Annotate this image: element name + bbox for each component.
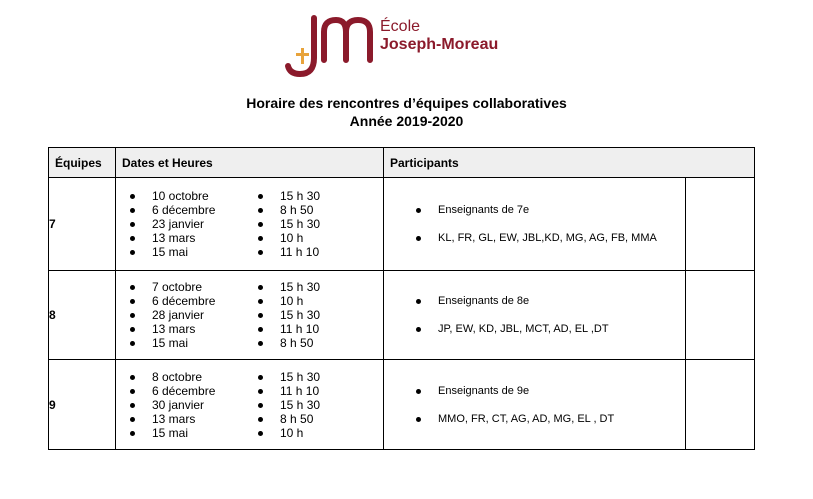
table-row: [49, 178, 755, 271]
table-header-row: [49, 148, 755, 178]
header-dates-heures: Dates et Heures: [116, 148, 384, 178]
team-number: 8: [49, 271, 116, 360]
times-list: [256, 280, 352, 350]
team-number: 7: [49, 178, 116, 271]
participants-cell: [384, 178, 686, 271]
table-row: [49, 271, 755, 360]
list-item: 15 h 30: [256, 370, 352, 384]
dates-list: [128, 189, 256, 259]
list-item: 15 h 30: [256, 398, 352, 412]
participants-initials: KL, FR, GL, EW, JBL,KD, MG, AG, FB, MMA: [414, 231, 685, 245]
list-item: 13 mars: [128, 231, 256, 245]
empty-cell: [686, 360, 755, 450]
participants-initials: MMO, FR, CT, AG, AD, MG, EL , DT: [414, 412, 685, 426]
empty-cell: [686, 271, 755, 360]
list-item: 11 h 10: [256, 384, 352, 398]
list-item: 10 octobre: [128, 189, 256, 203]
times-list: [256, 370, 352, 440]
list-item: 13 mars: [128, 412, 256, 426]
list-item: 15 h 30: [256, 308, 352, 322]
participants-group: Enseignants de 7e: [414, 203, 685, 217]
participants-group: Enseignants de 9e: [414, 384, 685, 398]
list-item: 13 mars: [128, 322, 256, 336]
list-item: 11 h 10: [256, 245, 352, 259]
list-item: 15 h 30: [256, 189, 352, 203]
list-item: 15 h 30: [256, 217, 352, 231]
list-item: 6 décembre: [128, 203, 256, 217]
jm-monogram-icon: [284, 14, 376, 78]
empty-cell: [686, 178, 755, 271]
header-equipes: Équipes: [49, 148, 116, 178]
times-list: [256, 189, 352, 259]
table-row: [49, 360, 755, 450]
list-item: 23 janvier: [128, 217, 256, 231]
header-participants: Participants: [384, 148, 755, 178]
list-item: 15 mai: [128, 426, 256, 440]
list-item: 8 h 50: [256, 203, 352, 217]
dates-list: [128, 280, 256, 350]
page-title: [0, 94, 813, 130]
list-item: 10 h: [256, 426, 352, 440]
list-item: 8 octobre: [128, 370, 256, 384]
dates-cell: [116, 178, 384, 271]
list-item: 8 h 50: [256, 412, 352, 426]
list-item: 11 h 10: [256, 322, 352, 336]
title-line-2: Année 2019-2020: [349, 113, 464, 129]
logo-text-school-name: Joseph-Moreau: [380, 36, 499, 53]
list-item: 30 janvier: [128, 398, 256, 412]
team-number: 9: [49, 360, 116, 450]
list-item: 10 h: [256, 231, 352, 245]
dates-cell: [116, 360, 384, 450]
list-item: 10 h: [256, 294, 352, 308]
dates-list: [128, 370, 256, 440]
participants-cell: [384, 271, 686, 360]
participants-cell: [384, 360, 686, 450]
list-item: 6 décembre: [128, 294, 256, 308]
participants-group: Enseignants de 8e: [414, 294, 685, 308]
logo-text-ecole: École: [380, 18, 421, 35]
list-item: 15 mai: [128, 245, 256, 259]
participants-initials: JP, EW, KD, JBL, MCT, AD, EL ,DT: [414, 322, 685, 336]
schedule-table: [48, 147, 755, 450]
school-logo: [284, 14, 524, 78]
list-item: 15 mai: [128, 336, 256, 350]
list-item: 8 h 50: [256, 336, 352, 350]
list-item: 7 octobre: [128, 280, 256, 294]
title-line-1: Horaire des rencontres d’équipes collaboratives: [246, 95, 567, 111]
list-item: 28 janvier: [128, 308, 256, 322]
list-item: 15 h 30: [256, 280, 352, 294]
dates-cell: [116, 271, 384, 360]
list-item: 6 décembre: [128, 384, 256, 398]
